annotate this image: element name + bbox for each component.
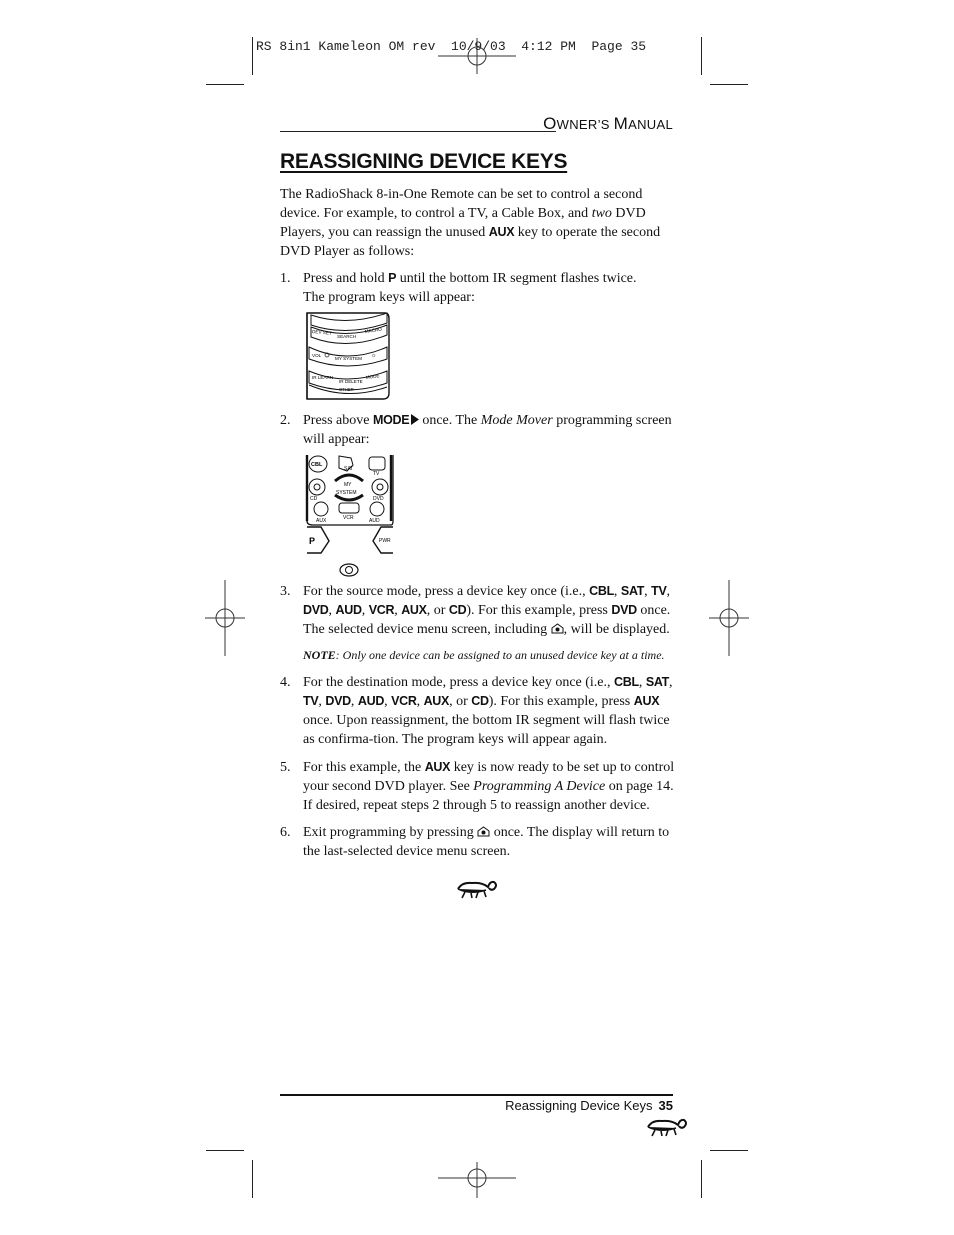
- footer-section-label: Reassigning Device Keys: [505, 1098, 653, 1113]
- footer-rule: [280, 1094, 673, 1096]
- registration-mark-icon: [438, 1160, 516, 1198]
- key-p: P: [309, 536, 316, 546]
- mode-mover-screen: [303, 451, 395, 581]
- page-number: 35: [658, 1098, 673, 1113]
- key-sat: SAT: [344, 466, 354, 472]
- section-title: REASSIGNING DEVICE KEYS: [280, 150, 568, 173]
- light-icon: ☼: [371, 353, 377, 359]
- key-aux: AUX: [316, 518, 327, 524]
- key-tv: TV: [373, 471, 380, 477]
- key-mode: MODE: [365, 373, 380, 380]
- step-4: 4. For the destination mode, press a device key once (i.e., CBL, SAT, TV, DVD, AUD, VCR, AUX, or CD). For this example, press AUX once. Upon reassignment, the bottom IR segment will flash twice as confirma-tion. The program keys will appear again.: [280, 675, 673, 747]
- chameleon-logo-icon: [646, 1115, 688, 1137]
- crop-mark: [701, 37, 702, 75]
- key-ir-learn: IR LEARN: [312, 375, 334, 380]
- step-1: 1. Press and hold P until the bottom IR segment flashes twice. The program keys will appear:: [280, 271, 637, 305]
- key-vol: VOL: [312, 353, 322, 358]
- crop-mark: [252, 37, 253, 75]
- header-rule: [280, 131, 556, 132]
- registration-mark-icon: [205, 580, 245, 656]
- crop-mark: [206, 84, 244, 85]
- manual-title: OWNER’S MANUAL: [543, 114, 673, 133]
- step-5: 5. For this example, the AUX key is now ready to be set up to control your second DVD player. See Programming A Device on page 14. If desired, repeat steps 2 through 5 to reassign another device.: [280, 760, 675, 813]
- registration-mark-icon: [438, 38, 516, 76]
- crop-mark: [701, 1160, 702, 1198]
- step-6: 6. Exit programming by pressing once. The display will return to the last-selected device menu screen.: [280, 825, 670, 859]
- printer-slug: RS 8in1 Kameleon OM rev 10/9/03 4:12 PM Page 35: [256, 39, 647, 54]
- key-my-system: MY SYSTEM: [335, 356, 362, 361]
- key-dev-set: DEV SET: [311, 329, 332, 336]
- crop-mark: [710, 1150, 748, 1151]
- intro-paragraph: The RadioShack 8-in-One Remote can be set to control a second device. For example, to control a TV, a Cable Box, and two DVD Players, you can reassign the unused AUX key to operate the second DVD Player as follows:: [280, 187, 661, 259]
- key-cbl: CBL: [311, 462, 323, 468]
- home-key-icon: [477, 826, 490, 837]
- page-footer: [505, 1098, 673, 1113]
- chameleon-logo-icon: [456, 877, 498, 899]
- key-my-system: SYSTEM: [336, 490, 357, 496]
- program-keys-screen: [303, 311, 391, 401]
- note: NOTE: Only one device can be assigned to an unused device key at a time.: [303, 648, 665, 662]
- step-3: 3. For the source mode, press a device key once (i.e., CBL, SAT, TV, DVD, AUD, VCR, AUX, or CD). For this example, press DVD once. The selected device menu screen, including , will be displayed.: [280, 584, 671, 637]
- key-cd: CD: [310, 496, 318, 502]
- registration-mark-icon: [709, 580, 749, 656]
- right-arrow-icon: [410, 414, 419, 425]
- key-dvd: DVD: [373, 496, 384, 502]
- key-search: SEARCH: [337, 334, 357, 339]
- key-macro: MACRO: [364, 326, 383, 334]
- key-other: OTHER: [339, 387, 354, 392]
- crop-mark: [252, 1160, 253, 1198]
- home-key-icon: [551, 623, 564, 634]
- key-my: MY: [344, 482, 352, 488]
- step-2: 2. Press above MODE once. The Mode Mover programming screen will appear:: [280, 413, 672, 447]
- key-pwr: PWR: [379, 538, 391, 544]
- key-vcr: VCR: [343, 515, 354, 521]
- key-ir-delete: IR DELETE: [339, 379, 363, 384]
- key-aud: AUD: [369, 518, 380, 524]
- crop-mark: [710, 84, 748, 85]
- crop-mark: [206, 1150, 244, 1151]
